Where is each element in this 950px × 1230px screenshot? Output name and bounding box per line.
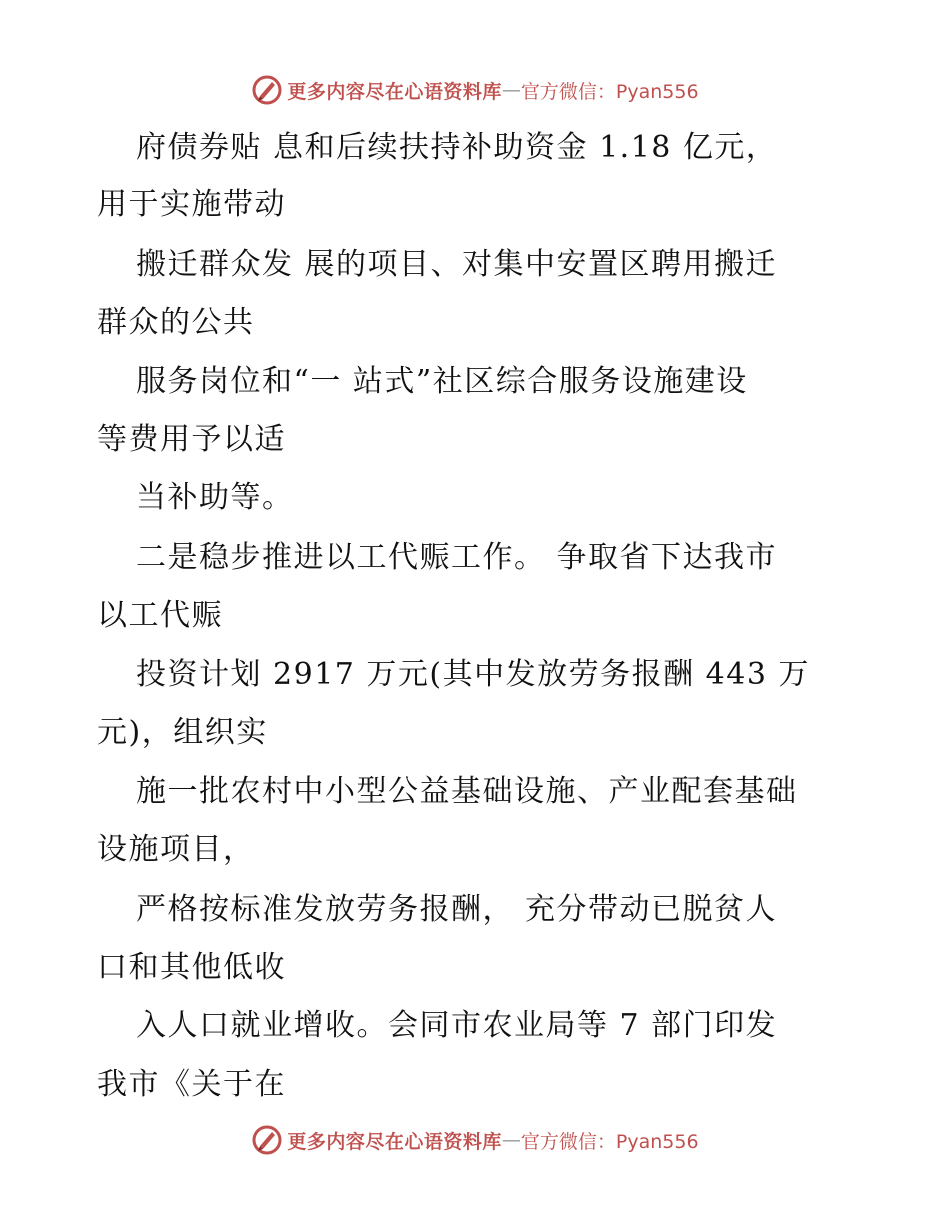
body-line: 二是稳步推进以工代赈工作。 争取省下达我市 — [136, 540, 778, 575]
body-line: 府债券贴 息和后续扶持补助资金 1.18 亿元， — [136, 130, 778, 165]
body-line: 严格按标准发放劳务报酬， 充分带动已脱贫人 — [136, 892, 778, 927]
body-line: 用于实施带动 — [97, 187, 286, 222]
body-line: 当补助等。 — [136, 480, 294, 515]
banner-main-text: 更多内容尽在心语资料库 — [287, 80, 502, 103]
banner-main-text: 更多内容尽在心语资料库 — [287, 1130, 502, 1153]
body-line: 施一批农村中小型公益基础设施、产业配套基础 — [136, 774, 798, 809]
banner-separator: — — [501, 1129, 521, 1151]
body-line: 设施项目， — [97, 832, 255, 867]
banner-wechat-text: 官方微信：Pyan556 — [520, 1130, 699, 1153]
body-line: 以工代赈 — [97, 598, 223, 633]
body-line: 服务岗位和“一 站式”社区综合服务设施建设 — [136, 364, 748, 399]
banner-separator: — — [501, 79, 521, 101]
body-line: 我市《关于在 — [97, 1067, 286, 1102]
body-line: 口和其他低收 — [97, 950, 286, 985]
body-line: 群众的公共 — [97, 305, 255, 340]
body-line: 等费用予以适 — [97, 422, 286, 457]
footer-banner — [0, 1120, 950, 1160]
body-line: 搬迁群众发 展的项目、对集中安置区聘用搬迁 — [136, 247, 778, 282]
banner-wechat-text: 官方微信：Pyan556 — [520, 80, 699, 103]
red-pen-logo-icon — [251, 1124, 283, 1156]
red-pen-logo-icon — [251, 74, 283, 106]
header-banner — [0, 70, 950, 110]
body-line: 投资计划 2917 万元(其中发放劳务报酬 443 万 — [136, 657, 810, 692]
body-line: 元)，组织实 — [97, 715, 268, 750]
body-line: 入人口就业增收。会同市农业局等 7 部门印发 — [136, 1008, 778, 1043]
